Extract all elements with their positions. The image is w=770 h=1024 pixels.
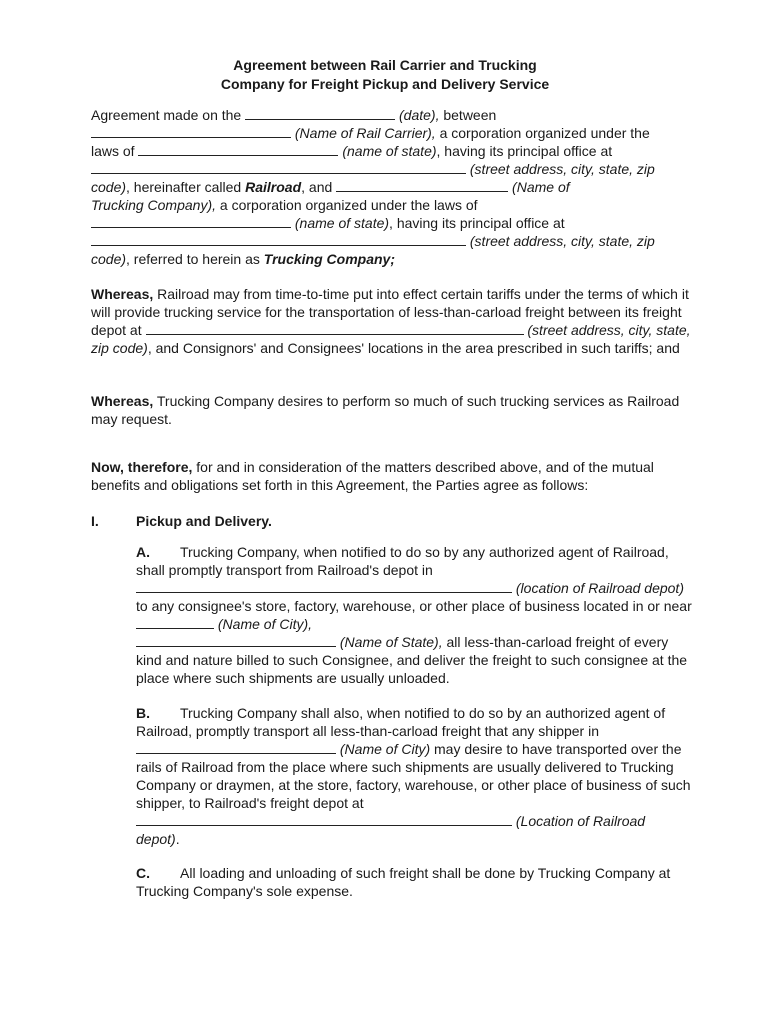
clause-a-text-3: all less-than-carload freight of every kind and nature billed to such Consignee, and deliver the freight to such consignee at the place where such shipments are usually unloaded.: [136, 634, 688, 686]
depot-location-blank[interactable]: [136, 579, 512, 593]
whereas-lead-1: Whereas,: [91, 286, 154, 302]
whereas-text-1: Railroad may from time-to-time put into effect certain tariffs under the terms of which it will provide trucking service for the transportation of less-than-carload freight between its freight depot at: [91, 286, 689, 338]
intro-corp-laws-text: a corporation organized under the laws of: [219, 197, 478, 213]
now-therefore-paragraph: [91, 458, 691, 494]
document-title-line-1: Agreement between Rail Carrier and Trucking: [233, 57, 537, 73]
intro-office-text: , having its principal office at: [436, 143, 613, 159]
city-label-a: (Name of City),: [217, 616, 313, 632]
section-heading: Pickup and Delivery.: [136, 513, 272, 529]
state-label: (name of state): [342, 143, 437, 159]
intro-and: , and: [301, 179, 333, 195]
rail-carrier-name-blank[interactable]: [91, 124, 291, 138]
city-blank-a[interactable]: [136, 615, 214, 629]
intro-paragraph: [91, 106, 691, 268]
now-therefore-text: for and in consideration of the matters described above, and of the mutual benefits and obligations set forth in this Agreement, the Parties agree as follows:: [91, 459, 654, 493]
document-title-line-2: Company for Freight Pickup and Delivery Service: [220, 76, 550, 92]
trucking-address-label: (street address, city, state, zip: [469, 233, 655, 249]
clause-b-period: .: [175, 831, 180, 847]
rail-address-label-end: code): [91, 179, 127, 195]
freight-depot-address-blank[interactable]: [146, 321, 524, 335]
depot-location-blank-b[interactable]: [136, 812, 512, 826]
trucking-company-term: Trucking Company;: [263, 251, 395, 267]
clause-b-text-1: Trucking Company shall also, when notified to do so by an authorized agent of Railroad, promptly transport all less-than-carload freight that any shipper in: [136, 705, 666, 739]
date-label: (date),: [399, 107, 440, 123]
state-blank-a[interactable]: [136, 633, 336, 647]
rail-address-blank[interactable]: [91, 160, 466, 174]
section-number: I.: [91, 513, 99, 529]
intro-corp-text: a corporation organized under the: [439, 125, 650, 141]
clause-a: [136, 543, 692, 687]
trucking-state-blank[interactable]: [91, 214, 291, 228]
trucking-state-label: (name of state): [294, 215, 390, 231]
trucking-company-name-blank[interactable]: [336, 178, 508, 192]
freight-depot-address-label: (street address, city, state, zip code): [91, 322, 691, 356]
clause-c: [136, 864, 692, 900]
state-blank[interactable]: [138, 142, 338, 156]
city-blank-b[interactable]: [136, 740, 336, 754]
intro-hereinafter: , hereinafter called: [126, 179, 242, 195]
now-therefore-lead: Now, therefore,: [91, 459, 193, 475]
trucking-address-blank[interactable]: [91, 232, 466, 246]
depot-location-label: (location of Railroad depot): [515, 580, 684, 596]
clause-a-text-2: to any consignee's store, factory, warehouse, or other place of business located in or near: [136, 598, 692, 614]
whereas-lead-2: Whereas,: [91, 393, 154, 409]
state-label-a: (Name of State),: [339, 634, 443, 650]
intro-referred: , referred to herein as: [126, 251, 260, 267]
clause-b-letter: B.: [136, 705, 150, 721]
date-blank[interactable]: [245, 106, 395, 120]
city-label-b: (Name of City): [339, 741, 431, 757]
intro-between: between: [443, 107, 497, 123]
clause-b-text-2: may desire to have transported over the rails of Railroad from the place where such shipments are usually delivered to Trucking Company or draymen, at the store, factory, warehouse, or other place of business of such shipper, to Railroad's freight depot at: [136, 741, 691, 811]
trucking-address-label-end: code): [91, 251, 127, 267]
trucking-company-label-end: Trucking Company),: [91, 197, 217, 213]
rail-carrier-label: (Name of Rail Carrier),: [294, 125, 436, 141]
intro-made-on: Agreement made on the: [91, 107, 242, 123]
rail-address-label: (street address, city, state, zip: [469, 161, 655, 177]
depot-location-label-b: (Location of Railroad depot): [136, 813, 646, 847]
intro-laws-of: laws of: [91, 143, 135, 159]
railroad-term: Railroad: [245, 179, 302, 195]
whereas-paragraph-2: [91, 392, 691, 428]
clause-a-text-1: Trucking Company, when notified to do so by any authorized agent of Railroad, shall promptly transport from Railroad's depot in: [136, 544, 669, 578]
clause-a-letter: A.: [136, 544, 150, 560]
trucking-company-label: (Name of: [512, 179, 570, 195]
clause-b: [136, 704, 692, 848]
clause-c-text: All loading and unloading of such freight shall be done by Trucking Company at Trucking Company's sole expense.: [136, 865, 671, 899]
whereas-text-2: Trucking Company desires to perform so much of such trucking services as Railroad may request.: [91, 393, 680, 427]
clause-c-letter: C.: [136, 865, 150, 881]
intro-office-text-2: , having its principal office at: [389, 215, 565, 231]
whereas-paragraph-1: [91, 285, 691, 357]
whereas-text-1b: , and Consignors' and Consignees' locations in the area prescribed in such tariffs; and: [147, 340, 680, 356]
